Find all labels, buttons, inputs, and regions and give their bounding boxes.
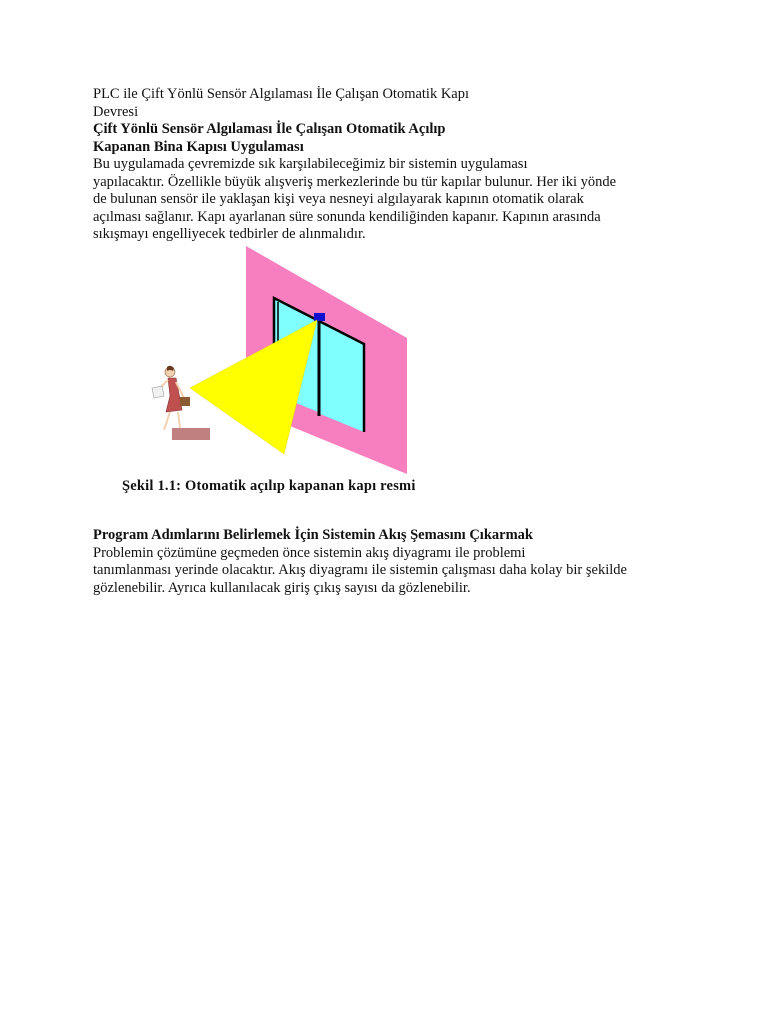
paragraph-line: Bu uygulamada çevremizde sık karşılabileceğimiz bir sistemin uygulaması bbox=[93, 156, 528, 172]
walking-person bbox=[152, 366, 190, 430]
flowchart-section bbox=[93, 527, 673, 597]
section-heading: Program Adımlarını Belirlemek İçin Sistemin Akış Şemasını Çıkarmak bbox=[93, 527, 533, 543]
paragraph-line: gözlenebilir. Ayrıca kullanılacak giriş çıkış sayısı da gözlenebilir. bbox=[93, 579, 471, 596]
floor-mat bbox=[172, 428, 210, 440]
paragraph-line: açılması sağlanır. Kapı ayarlanan süre sonunda kendiliğinden kapanır. Kapının arasında bbox=[93, 208, 601, 225]
document-body bbox=[93, 86, 673, 244]
paragraph-line: sıkışmayı engelliyecek tedbirler de alınmalıdır. bbox=[93, 226, 366, 242]
paragraph-line: Problemin çözümüne geçmeden önce sistemin akış diyagramı ile problemi bbox=[93, 544, 526, 561]
door-illustration bbox=[118, 240, 438, 480]
section-heading-line-2: Kapanan Bina Kapısı Uygulaması bbox=[93, 138, 304, 155]
document-title-line-1: PLC ile Çift Yönlü Sensör Algılaması İle Çalışan Otomatik Kapı bbox=[93, 86, 470, 102]
paragraph-line: de bulunan sensör ile yaklaşan kişi veya nesneyi algılayarak kapının otomatik olarak bbox=[93, 191, 584, 207]
sensor-box bbox=[314, 313, 325, 321]
automatic-door-figure bbox=[118, 240, 438, 500]
paragraph-line: yapılacaktır. Özellikle büyük alışveriş merkezlerinde bu tür kapılar bulunur. Her iki yönde bbox=[93, 173, 617, 190]
document-title-line-2: Devresi bbox=[93, 103, 139, 120]
paragraph-line: tanımlanması yerinde olacaktır. Akış diyagramı ile sistemin çalışması daha kolay bir şekilde bbox=[93, 562, 627, 578]
section-heading-line-1: Çift Yönlü Sensör Algılaması İle Çalışan Otomatik Açılıp bbox=[93, 121, 446, 137]
figure-caption: Şekil 1.1: Otomatik açılıp kapanan kapı resmi bbox=[122, 478, 416, 494]
